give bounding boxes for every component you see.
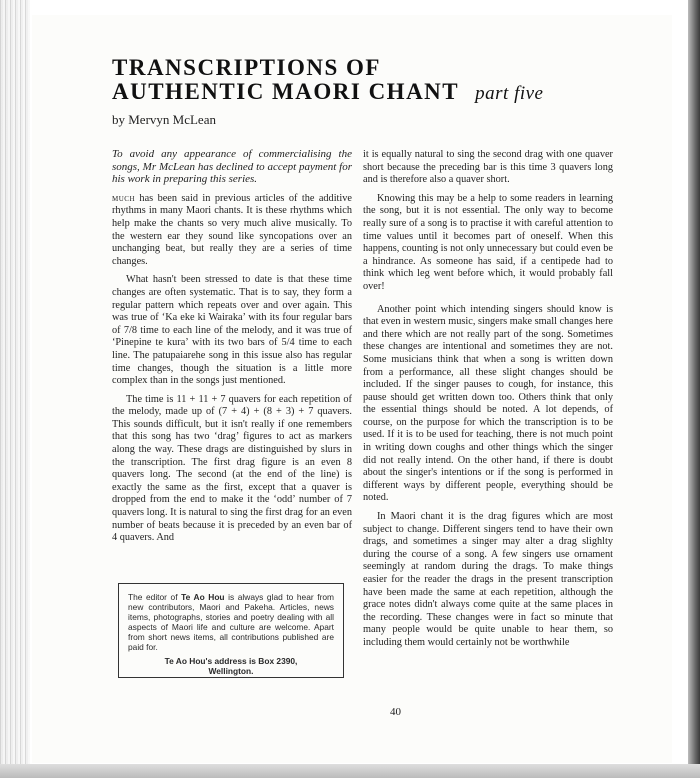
notice-text	[128, 592, 334, 652]
lead-word: much	[112, 192, 136, 204]
scan-edge-bottom	[0, 764, 700, 778]
right-column	[363, 149, 613, 656]
title-part: part five	[475, 83, 544, 104]
title-line-1: TRANSCRIPTIONS OF	[112, 55, 381, 80]
paragraph	[112, 193, 352, 269]
address-line-1: Te Ao Hou's address is Box 2390,	[164, 656, 298, 666]
paragraph: Another point which intending singers should know is that even in western music, singers make small changes here and there which are not really part of the song. Sometimes these changes are intentional and sometimes they are not. Some musicians think that when a song is written down from a performance, all these slight changes should be included. If the singer pauses to cough, for instance, this pause should get written down too. Others think that only the essential things should be noted. A lot depends, of course, on the purpose for which the transcription is to be used. If it is to be used for teaching, there is not much point in writing down coughs and other things which the singer did not really intend. On the other hand, if there is doubt about the singer's intentions or if the song is performed in different ways by different people, everything should be noted.	[363, 303, 613, 504]
paragraph: What hasn't been stressed to date is that these time changes are often systematic. That is to say, they form a regular pattern which repeats over and over again. This was true of ‘Ka eke ki Wairaka’ with its four regular bars of 7/8 time to each line of the melody, and it was true of ‘Pinepine te kura’ with its two bars of 5/4 time to each line. The patupaiarehe song in this issue also has regular time changes, though the situation is a little more complex than in the songs just mentioned.	[112, 274, 352, 387]
title-line-2: AUTHENTIC MAORI CHANT	[112, 79, 460, 104]
intro-paragraph: To avoid any appearance of commercialising the songs, Mr McLean has declined to accept payment for his work in preparing this series.	[112, 148, 352, 186]
left-column	[112, 148, 352, 551]
page-number: 40	[390, 706, 401, 718]
article-title	[112, 56, 632, 106]
notice-pre: The editor of	[128, 592, 182, 602]
notice-magazine-name: Te Ao Hou	[181, 592, 225, 602]
paragraph: The time is 11 + 11 + 7 quavers for each repetition of the melody, made up of (7 + 4) + (8 + 3) + 7 quavers. This sounds difficult, but it isn't really if one remembers that this song has two ‘drag’ figures to act as markers along the way. These drags are distinguished by slurs in the transcription. The first drag figure is an even 8 quavers long. The second (at the end of the line) is exactly the same as the first, except that a quaver is dropped from the end to make it the ‘odd’ number of 7 quavers long. It is natural to sing the first drag for an even number of beats because it is preceded by an even bar of 4 quavers. And	[112, 393, 352, 544]
scan-edge-right	[688, 0, 700, 778]
byline: by Mervyn McLean	[112, 112, 216, 127]
address-line-2: Wellington.	[208, 666, 254, 676]
contributors-notice-box	[118, 583, 344, 678]
paragraph-text: has been said in previous articles of the additive rhythms in many Maori chants. It is these rhythms which help make the chants so very much alive musically. To the western ear they sound like syncopations over an unchanging beat, but really they are a series of time changes.	[112, 192, 352, 267]
notice-body: is always glad to hear from new contributors, Maori and Pakeha. Articles, news items, photographs, stories and poetry dealing with all aspects of Maori life and culture are welcome. Apart from short news items, all contributions published are paid for.	[128, 592, 334, 652]
paragraph: it is equally natural to sing the second drag with one quaver short because the preceding bar is this time 3 quavers long and is therefore also a quaver short.	[363, 149, 613, 186]
paragraph: In Maori chant it is the drag figures which are most subject to change. Different singers tend to have their own drags, and sometimes a singer may alter a drag slighlty during the course of a song. A few singers use ornament seemingly at random during the drags. To make things easier for the reader the drags in the present transcription have been made the same at each repetition, although the grace notes didn't always come quite at the same places in the recording. These changes were in fact so minute that many people would be quite unable to hear them, so including them would certainly not be worthwhile	[363, 511, 613, 648]
paragraph: Knowing this may be a help to some readers in learning the song, but it is not essential. The only way to become really sure of a song is to practise it with careful attention to time values until it becomes part of oneself. When this happens, counting is not only unnecessary but could even be a hindrance. As someone has said, if a centipede had to think which leg went before which, it would probably fall over!	[363, 192, 613, 292]
binding-gutter	[0, 0, 30, 778]
notice-address	[128, 656, 334, 676]
